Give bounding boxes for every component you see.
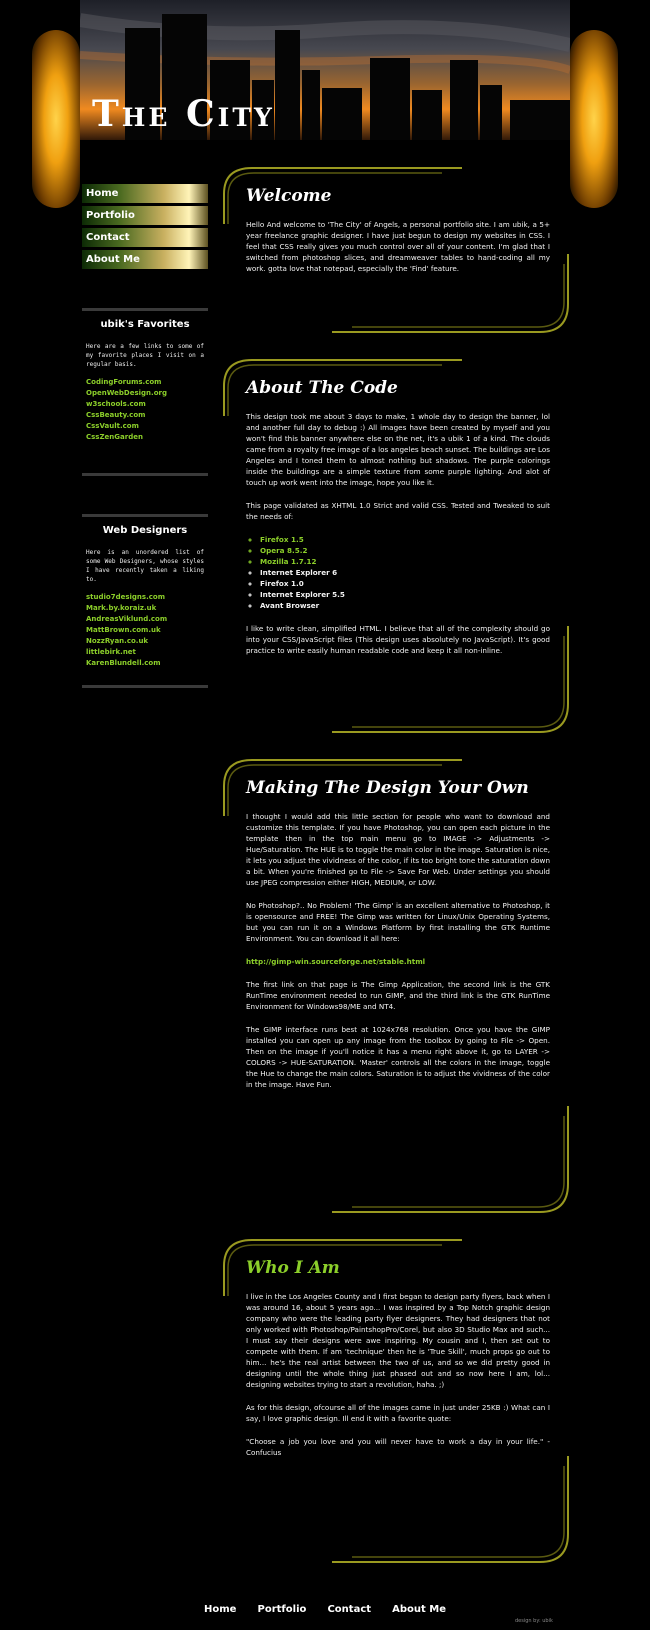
footer-home-link[interactable]: Home <box>203 1604 237 1615</box>
favorites-title: ubik's Favorites <box>100 319 190 330</box>
who-i-am-body <box>222 1278 570 1458</box>
footer-nav <box>0 1597 650 1616</box>
web-designers-intro: Here is an unordered list of some Web Designers, whose styles I have recently taken a liking to. <box>86 549 204 583</box>
browser-item: ◦ Firefox 1.5 <box>260 534 550 545</box>
footer-about-me-link[interactable]: About Me <box>392 1604 447 1615</box>
browser-item: ◦ Internet Explorer 6 <box>260 567 550 578</box>
web-designers-title: Web Designers <box>102 525 188 536</box>
copyright-text: design by: ubik <box>515 1618 553 1624</box>
design-text: I thought I would add this little section for people who want to download and customize this template. If you have Photoshop, you can open each picture in the template then in the top main menu go to IMAGE -> Adjustments -> Hue/Saturation. The HUE is to toggle the main color in the image. Saturation is nice, it lets you adjust the vividness of the color, if its too bright tone the saturation down a bit. When you're finished go to File -> Save For Web. Under settings you should use JPEG compression either HIGH, MEDIUM, or LOW. <box>246 812 550 887</box>
design-title: Making The Design Your Own <box>246 778 529 798</box>
about-code-title: About The Code <box>246 378 398 398</box>
design-body <box>222 798 570 1090</box>
gimp-download-link[interactable]: http://gimp-win.sourceforge.net/stable.html <box>246 957 426 966</box>
welcome-title: Welcome <box>246 186 332 206</box>
who-i-am-section <box>222 1236 570 1566</box>
browser-item: ◦ Mozilla 1.7.12 <box>260 556 550 567</box>
browser-item: ◦ Firefox 1.0 <box>260 578 550 589</box>
site-title: The City <box>92 93 275 135</box>
designer-link[interactable]: studio7designs.com <box>86 593 165 601</box>
welcome-section <box>222 164 570 336</box>
favorites-link[interactable]: CssZenGarden <box>86 433 143 441</box>
browser-item: ◦ Internet Explorer 5.5 <box>260 589 550 600</box>
left-glow-decoration <box>32 30 80 208</box>
nav-home[interactable]: Home <box>82 184 208 203</box>
nav-contact[interactable]: Contact <box>82 228 208 247</box>
welcome-text: Hello And welcome to 'The City' of Angels, a personal portfolio site. I am ubik, a 5+ year freelance graphic designer. I have just begun to design my websites in CSS. I feel that CSS really gives you much control over all of your content. I'm glad that I switched from photoshop slices, and dreamweaver tables to hand-coding all my work. gotta love that notepad, especially the 'Find' feature. <box>246 220 550 273</box>
web-designers-links <box>86 592 204 669</box>
designer-link[interactable]: Mark.by.koraiz.uk <box>86 604 157 612</box>
header-banner <box>80 0 570 140</box>
browser-item: ◦ Avant Browser <box>260 600 550 611</box>
favorites-link[interactable]: CssVault.com <box>86 422 139 430</box>
designer-link[interactable]: KarenBlundell.com <box>86 659 161 667</box>
favorites-links <box>86 377 204 443</box>
design-section <box>222 756 570 1216</box>
favorites-link[interactable]: CssBeauty.com <box>86 411 146 419</box>
designer-link[interactable]: AndreasViklund.com <box>86 615 168 623</box>
browser-list <box>246 534 550 611</box>
favorites-link[interactable]: CodingForums.com <box>86 378 162 386</box>
designer-link[interactable]: littlebirk.net <box>86 648 136 656</box>
footer-portfolio-link[interactable]: Portfolio <box>257 1604 307 1615</box>
about-code-text: This design took me about 3 days to make, 1 whole day to design the banner, lol and another full day to debug :) All images have been created by myself and you won't find this banner anywhere else on the net, it's a ubik 1 of a kind. The clouds came from a royalty free image of a los angeles beach sunset. The buildings are Los Angeles and I toned them to almost nothing but shadows. The purple colorings inside the buildings are a simple texture from some purple lighting. And alot of touch up work went into the image, hope you like it. <box>246 412 550 487</box>
who-i-am-text: As for this design, ofcourse all of the images came in just under 25KB :) What can I say, I love graphic design. Ill end it with a favorite quote: <box>246 1403 550 1423</box>
favorites-link[interactable]: OpenWebDesign.org <box>86 389 167 397</box>
design-text: The first link on that page is The Gimp Application, the second link is the GTK RunTime environment needed to run GIMP, and the third link is the GTK RunTime Environment for Windows98/ME and NT4. <box>246 980 550 1011</box>
who-i-am-title: Who I Am <box>246 1258 340 1278</box>
browser-item: ◦ Opera 8.5.2 <box>260 545 550 556</box>
designer-link[interactable]: NozzRyan.co.uk <box>86 637 149 645</box>
designer-link[interactable]: MattBrown.com.uk <box>86 626 161 634</box>
who-i-am-text: I live in the Los Angeles County and I first began to design party flyers, back when I was around 16, about 5 years ago... I was inspired by a Top Notch graphic design company who were the leading party flyer designers. They had designers that not only worked with Photoshop/PaintshopPro/Corel, but also 3D Studio Max and such... I must say their designs were awe inspiring. My cousin and I, then set out to compete with them. If am 'technique' then he is 'True Skill', much props go out to him... he's the real artist between the two of us, and so we did pretty good in designing until the whole thing just phased out and so now here I am, lol... designing websites trying to start a revolution, haha. ;) <box>246 1292 550 1389</box>
favorites-intro: Here are a few links to some of my favorite places I visit on a regular basis. <box>86 343 204 368</box>
quote: "Choose a job you love and you will never have to work a day in your life." -Confucius <box>246 1437 550 1457</box>
web-designers-box <box>82 514 208 688</box>
nav-about-me[interactable]: About Me <box>82 250 208 269</box>
welcome-body <box>222 206 570 274</box>
design-text: No Photoshop?.. No Problem! 'The Gimp' is an excellent alternative to Photoshop, it is opensource and FREE! The Gimp was written for Linux/Unix Operating Systems, but you can run it on a Windows Platform by first installing the GTK Runtime Environment. You can download it all here: <box>246 901 550 943</box>
sidebar-nav <box>82 184 208 272</box>
nav-portfolio[interactable]: Portfolio <box>82 206 208 225</box>
favorites-box <box>82 308 208 476</box>
about-code-section <box>222 356 570 736</box>
favorites-link[interactable]: w3schools.com <box>86 400 146 408</box>
footer-contact-link[interactable]: Contact <box>327 1604 372 1615</box>
design-text: The GIMP interface runs best at 1024x768 resolution. Once you have the GIMP installed you can open up any image from the toolbox by going to File -> Open. Then on the image if you'll notice it has a menu right above it, go to LAYER -> COLORS -> HUE-SATURATION. 'Master' controls all the colors in the image, toggle the Hue to change the main colors. Saturation is to adjust the vividness of the color in the image. Have Fun. <box>246 1025 550 1089</box>
right-glow-decoration <box>570 30 618 208</box>
about-code-text: This page validated as XHTML 1.0 Strict and valid CSS. Tested and Tweaked to suit the needs of: <box>246 501 550 521</box>
about-code-text: I like to write clean, simplified HTML. I believe that all of the complexity should go into your CSS/JavaScript files (This design uses absolutely no JavaScript). It's good practice to write easily human readable code and keep it all non-inline. <box>246 624 550 655</box>
about-code-body <box>222 398 570 656</box>
